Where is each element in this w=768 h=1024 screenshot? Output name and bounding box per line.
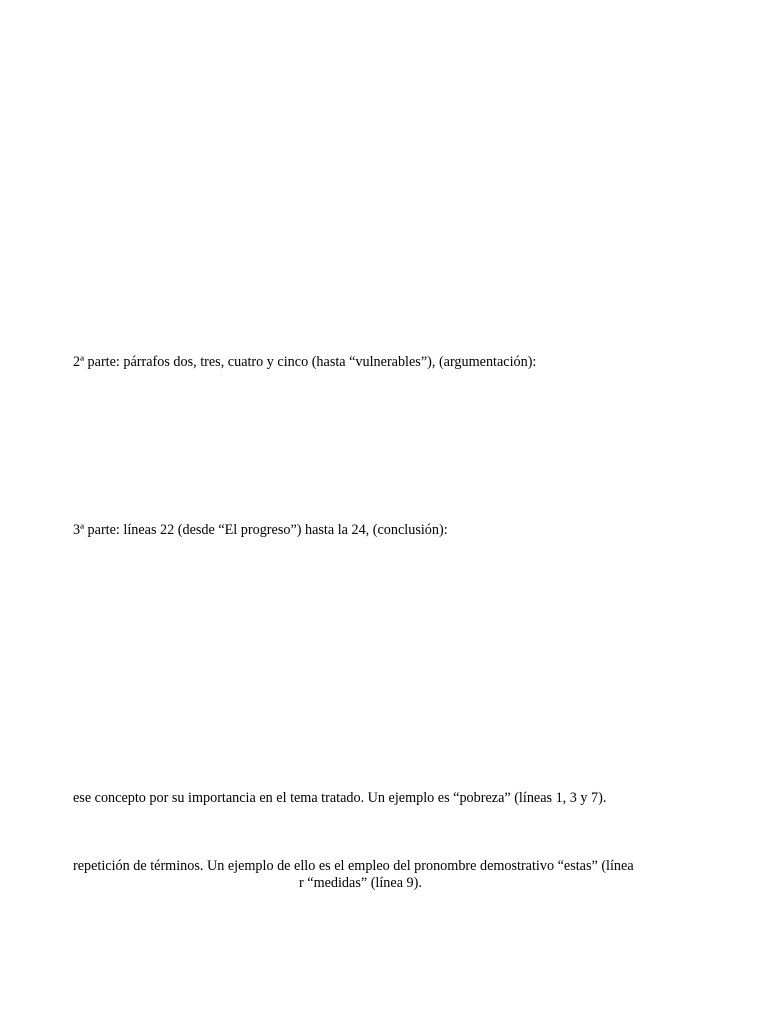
repetition-example-line: repetición de términos. Un ejemplo de ello es el empleo del pronombre demostrativo “estas” (línea <box>73 858 634 874</box>
second-part-heading: 2ª parte: párrafos dos, tres, cuatro y cinco (hasta “vulnerables”), (argumentación): <box>73 354 537 370</box>
third-part-heading: 3ª parte: líneas 22 (desde “El progreso”) hasta la 24, (conclusión): <box>73 522 448 538</box>
keyword-example-line: ese concepto por su importancia en el tema tratado. Un ejemplo es “pobreza” (líneas 1, 3 y 7). <box>73 790 607 806</box>
repetition-example-continuation: r “medidas” (línea 9). <box>299 875 422 891</box>
